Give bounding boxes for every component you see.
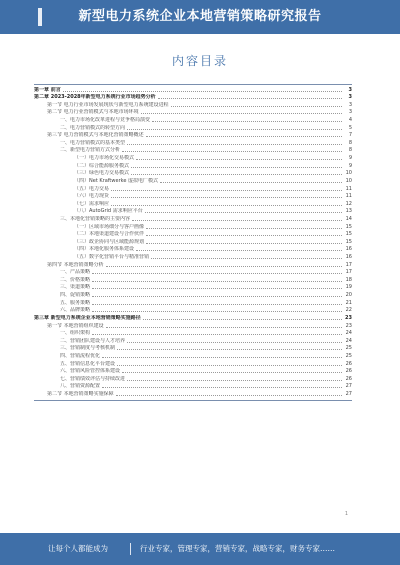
- toc-entry-label: 二、营销团队建设与人才培养: [60, 337, 126, 344]
- toc-dot-leader: [145, 212, 342, 213]
- toc-entry-label: 第四节 本地营销策略分析: [47, 261, 104, 268]
- toc-dot-leader: [111, 205, 342, 206]
- toc-entry[interactable]: [34, 170, 352, 178]
- toc-entry[interactable]: [34, 314, 352, 322]
- toc-entry-page: 16: [345, 254, 352, 261]
- toc-dot-leader: [92, 273, 342, 274]
- toc-dot-leader: [132, 220, 342, 221]
- footer-tagline: 行业专家，管理专家，营销专家，战略专家，财务专家……: [140, 544, 335, 553]
- toc-dot-leader: [146, 228, 342, 229]
- toc-dot-leader: [160, 182, 342, 183]
- toc-entry-label: （二）综合能源服务模式: [74, 162, 130, 169]
- toc-entry[interactable]: [34, 261, 352, 269]
- toc-entry[interactable]: [34, 246, 352, 254]
- toc-entry-page: 11: [345, 185, 352, 192]
- toc-entry-label: （七）需求响应: [74, 200, 110, 207]
- toc-entry-page: 10: [345, 177, 352, 184]
- toc-entry-label: 五、服务策略: [60, 299, 91, 306]
- toc-top-rule: [34, 84, 352, 85]
- toc-entry-page: 9: [348, 162, 352, 169]
- toc-entry-page: 17: [345, 269, 352, 276]
- toc-entry-page: 17: [345, 261, 352, 268]
- toc-entry-label: 一、组织架构: [60, 330, 91, 337]
- toc-dot-leader: [146, 243, 342, 244]
- toc-entry-page: 5: [348, 124, 352, 131]
- toc-entry-page: 23: [345, 314, 352, 321]
- toc-entry-page: 14: [345, 215, 352, 222]
- toc-dot-leader: [151, 258, 342, 259]
- toc-dot-leader: [143, 319, 342, 320]
- toc-dot-leader: [102, 357, 342, 358]
- toc-entry-label: （五）数字化营销平台与精准营销: [74, 254, 150, 261]
- toc-dot-leader: [146, 235, 342, 236]
- toc-dot-leader: [127, 144, 342, 145]
- toc-dot-leader: [136, 159, 342, 160]
- toc-entry-label: （二）本地渠道建设与合作伙伴: [74, 231, 145, 238]
- toc-entry-page: 13: [345, 208, 352, 215]
- toc-entry[interactable]: [34, 147, 352, 155]
- toc-entry[interactable]: [34, 383, 352, 391]
- toc-entry-label: （六）电力现货: [74, 193, 110, 200]
- toc-entry-label: 五、营销信息化平台建设: [60, 360, 116, 367]
- toc-entry[interactable]: [34, 345, 352, 353]
- toc-entry-label: 二、新型电力营销方式分析: [60, 147, 121, 154]
- toc-entry[interactable]: [34, 352, 352, 360]
- toc-entry-label: 七、营销绩效评估与持续改进: [60, 375, 126, 382]
- toc-entry-label: 三、本地化营销策略的主要内容: [60, 215, 131, 222]
- toc-entry[interactable]: [34, 94, 352, 102]
- toc-dot-leader: [102, 387, 342, 388]
- toc-entry-label: 八、营销资源配置: [60, 383, 101, 390]
- toc-entry-label: （四）Net Kraftwerke 虚拟电厂模式: [74, 177, 159, 184]
- report-title: 新型电力系统企业本地营销策略研究报告: [78, 9, 322, 24]
- toc-entry-label: （一）电力市场化交易模式: [74, 155, 135, 162]
- toc-entry[interactable]: [34, 139, 352, 147]
- toc-dot-leader: [131, 174, 342, 175]
- toc-entry[interactable]: [34, 177, 352, 185]
- header-bar: [0, 0, 400, 34]
- toc-entry-page: 8: [348, 147, 352, 154]
- toc-dot-leader: [127, 129, 342, 130]
- toc-entry[interactable]: [34, 231, 352, 239]
- toc-entry[interactable]: [34, 276, 352, 284]
- toc-entry-page: 8: [348, 139, 352, 146]
- toc-entry[interactable]: [34, 337, 352, 345]
- toc-dot-leader: [92, 281, 342, 282]
- toc-entry[interactable]: [34, 368, 352, 376]
- toc-entry-page: 23: [345, 322, 352, 329]
- toc-entry-label: 第三章 新型电力系统企业本地营销策略实施路径: [34, 314, 141, 321]
- toc-entry-label: 第三节 电力营销模式与本地化营销策略概述: [47, 132, 144, 139]
- toc-entry[interactable]: [34, 375, 352, 383]
- toc-entry[interactable]: [34, 215, 352, 223]
- toc-entry-page: 24: [345, 337, 352, 344]
- toc-entry[interactable]: [34, 86, 352, 94]
- toc-entry[interactable]: [34, 162, 352, 170]
- toc-entry[interactable]: [34, 238, 352, 246]
- toc-entry-page: 26: [345, 360, 352, 367]
- toc-entry-page: 3: [348, 94, 352, 101]
- toc-entry-page: 19: [345, 284, 352, 291]
- toc-entry-label: 第一章 前言: [34, 86, 61, 93]
- toc-entry-label: 一、电力市场化改革进程与竞争格局演变: [60, 117, 151, 124]
- toc-dot-leader: [92, 288, 342, 289]
- toc-dot-leader: [136, 250, 342, 251]
- toc-entry-page: 3: [348, 101, 352, 108]
- toc-entry-page: 25: [345, 345, 352, 352]
- toc-entry-label: 四、促销策略: [60, 292, 91, 299]
- toc-entry[interactable]: [34, 307, 352, 315]
- toc-dot-leader: [111, 190, 342, 191]
- toc-dot-leader: [122, 151, 342, 152]
- toc-entry-label: 第一节 电力行业市场发展现状与新型电力系统建设进程: [47, 101, 169, 108]
- toc-entry-label: 二、电力营销模式的转型方向: [60, 124, 126, 131]
- toc-entry-page: 22: [345, 307, 352, 314]
- footer-divider: [130, 543, 131, 555]
- toc-entry[interactable]: [34, 360, 352, 368]
- toc-entry-page: 15: [345, 223, 352, 230]
- toc-dot-leader: [116, 395, 342, 396]
- toc-entry-page: 27: [345, 383, 352, 390]
- toc-dot-leader: [117, 349, 342, 350]
- toc-dot-leader: [158, 98, 342, 99]
- toc-entry[interactable]: [34, 299, 352, 307]
- toc-entry-page: 26: [345, 375, 352, 382]
- toc-entry-label: 六、营销风险管控体系建设: [60, 368, 121, 375]
- toc-dot-leader: [127, 342, 342, 343]
- toc-entry-label: 二、价格策略: [60, 276, 91, 283]
- toc-entry-label: 一、电力营销模式的基本类型: [60, 139, 126, 146]
- toc-entry[interactable]: [34, 253, 352, 261]
- toc-entry-label: 六、品牌策略: [60, 307, 91, 314]
- toc-entry-page: 7: [348, 132, 352, 139]
- toc-dot-leader: [92, 296, 342, 297]
- toc-entry[interactable]: [34, 284, 352, 292]
- toc-entry-page: 21: [345, 299, 352, 306]
- footer-slogan: 让每个人都能成为: [48, 544, 108, 553]
- toc-entry[interactable]: [34, 200, 352, 208]
- toc-dot-leader: [117, 365, 342, 366]
- toc-dot-leader: [152, 121, 342, 122]
- toc-dot-leader: [122, 372, 342, 373]
- toc-dot-leader: [106, 266, 342, 267]
- toc-entry-page: 20: [345, 292, 352, 299]
- toc-entry[interactable]: [34, 116, 352, 124]
- toc-entry-page: 4: [348, 117, 352, 124]
- toc-dot-leader: [131, 167, 342, 168]
- toc-entry[interactable]: [34, 124, 352, 132]
- toc-dot-leader: [141, 113, 342, 114]
- toc-entry-label: （一）区域市场细分与客户画像: [74, 223, 145, 230]
- toc-entry[interactable]: [34, 291, 352, 299]
- toc-entry[interactable]: [34, 390, 352, 398]
- toc-entry-page: 25: [345, 352, 352, 359]
- toc-entry[interactable]: [34, 322, 352, 330]
- toc-entry-page: 12: [345, 200, 352, 207]
- toc-entry-page: 27: [345, 390, 352, 397]
- toc-entry-label: 第二章 2023-2028年新型电力系统行业市场趋势分析: [34, 94, 156, 101]
- toc-entry-label: （三）绿色电力交易模式: [74, 170, 130, 177]
- toc-entry-page: 15: [345, 238, 352, 245]
- toc-heading: 内容目录: [171, 54, 228, 68]
- toc-entry[interactable]: [34, 109, 352, 117]
- toc-entry-label: （三）政企协同与区域能源规划: [74, 238, 145, 245]
- toc-entry-label: （四）本地化服务体系建设: [74, 246, 135, 253]
- toc-dot-leader: [92, 311, 342, 312]
- footer-bar: [0, 533, 400, 565]
- toc-entry-label: 一、产品策略: [60, 269, 91, 276]
- toc-dot-leader: [106, 327, 342, 328]
- toc-entry-page: 10: [345, 170, 352, 177]
- toc-entry-label: 第二节 电力行业营销模式与本地市场环境: [47, 109, 139, 116]
- toc-entry[interactable]: [34, 330, 352, 338]
- toc-entry-label: 三、营销制度与考核机制: [60, 345, 116, 352]
- toc-entry-page: 9: [348, 155, 352, 162]
- toc-entry[interactable]: [34, 223, 352, 231]
- toc-entry[interactable]: [34, 101, 352, 109]
- toc-entry-label: 第一节 本地营销组织建设: [47, 322, 104, 329]
- toc-entry-page: 3: [348, 109, 352, 116]
- page-number: 1: [344, 511, 348, 517]
- toc-dot-leader: [63, 91, 342, 92]
- toc-entry[interactable]: [34, 269, 352, 277]
- toc-dot-leader: [171, 106, 342, 107]
- toc-dot-leader: [92, 304, 342, 305]
- toc-dot-leader: [127, 380, 342, 381]
- toc-entry-label: 第二节 本地营销策略实施保障: [47, 390, 114, 397]
- toc-entry-label: 四、营销流程优化: [60, 352, 101, 359]
- toc-entry-page: 24: [345, 330, 352, 337]
- toc-dot-leader: [146, 136, 342, 137]
- toc-entry-page: 3: [348, 86, 352, 93]
- toc-entry-label: （八）AutoGrid 需求响应平台: [74, 208, 143, 215]
- toc-entry[interactable]: [34, 185, 352, 193]
- toc-entry-page: 16: [345, 246, 352, 253]
- toc-entry[interactable]: [34, 193, 352, 201]
- toc-entry-page: 15: [345, 231, 352, 238]
- toc-entry[interactable]: [34, 154, 352, 162]
- toc-entry-page: 26: [345, 368, 352, 375]
- toc-entry-page: 18: [345, 276, 352, 283]
- toc-entry[interactable]: [34, 132, 352, 140]
- toc-chapter-rule: [34, 400, 352, 401]
- toc-entry-label: （五）电力交易: [74, 185, 110, 192]
- toc-entry[interactable]: [34, 208, 352, 216]
- table-of-contents: [34, 86, 352, 398]
- toc-entry-label: 三、渠道策略: [60, 284, 91, 291]
- toc-dot-leader: [92, 334, 342, 335]
- toc-dot-leader: [111, 197, 342, 198]
- toc-entry-page: 11: [345, 193, 352, 200]
